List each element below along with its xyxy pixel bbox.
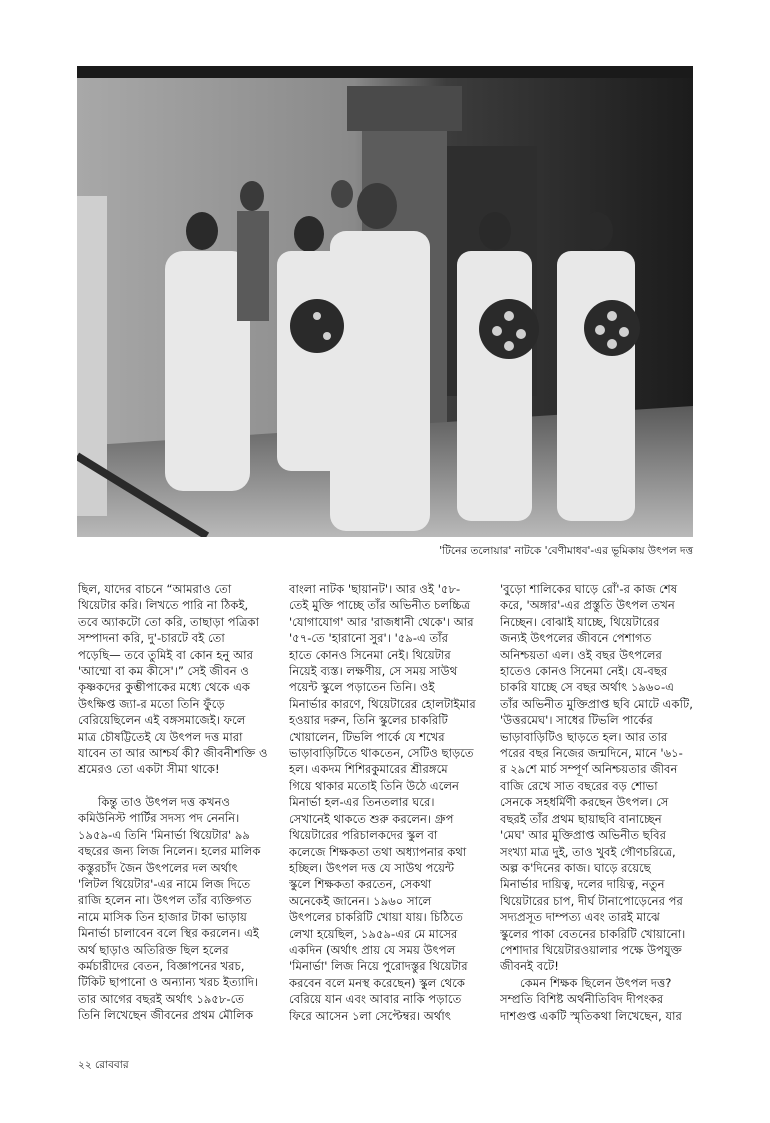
text-line: একদিন (অর্থাৎ প্রায় যে সময় উৎপল [289,942,456,957]
text-line: হচ্ছিল। উৎপল দত্ত যে সাউথ পয়েন্ট [289,860,455,875]
text-line: অনেকেই জানেন। ১৯৬০ সালে [289,893,432,908]
text-line: স্কুলে শিক্ষকতা করতেন, সেকথা [289,877,432,892]
text-line: 'লিটল থিয়েটার'-এর নামে লিজ দিতে [78,876,251,891]
text-line: কমিউনিস্ট পার্টির সদস্য পদ নেননি। [78,811,240,826]
text-line: মিনার্ভা হল-এর তিনতলার ঘরে। [289,795,435,810]
text-line: সেখানেই থাকতে শুরু করলেন। গ্রুপ [289,811,454,826]
text-line: কলেজে শিক্ষকতা তথা অধ্যাপনার কথা [289,844,467,859]
text-line: অল্প ক'দিনের কাজ। ঘাড়ে রয়েছে [500,860,651,875]
text-line: স্কুলের পাকা বেতনের চাকরিটি খোয়ানো। [500,926,686,941]
text-line: তিনি লিখেছেন জীবনের প্রথম মৌলিক [78,1008,254,1023]
text-line: পেশাদার থিয়েটারওয়ালার পক্ষে উপযুক্ত [500,942,682,957]
text-line: র ২৯শে মার্চ সম্পূর্ণ অনিশ্চয়তার জীবন [500,762,678,777]
text-line: করবেন বলে মনস্থ করেছেন) স্কুল থেকে [289,975,465,990]
text-line: বেরিয়ে যান এবং আবার নাকি পড়াতে [289,992,462,1007]
text-line: শ্রমেরও তো একটা সীমা থাকে! [78,762,220,777]
text-line: 'যোগাযোগ' আর 'রাজধানী থেকে'। আর [289,614,474,629]
text-line: নামে মাসিক তিন হাজার টাকা ভাড়ায় [78,909,247,924]
text-line: সম্পাদনা করি, দু'-চারটে বই তো [78,631,225,646]
photo-illustration [77,66,693,537]
text-line: কৃষ্ণকদের কুম্ভীপাকের মধ্যে থেকে এক [78,680,251,695]
text-line: তার আগের বছরই অর্থাৎ ১৯৫৮-তে [78,991,245,1006]
text-line: কিন্তু তাও উৎপল দত্ত কখনও [98,794,231,809]
text-line: ভাড়াবাড়িটিও ছাড়তে হল। আর তার [500,729,668,744]
text-line: টিকিট ছাপানো ও অন্যান্য খরচ ইত্যাদি। [78,975,259,990]
text-line: পয়েন্ট স্কুলে পড়াতেন তিনি। ওই [289,680,435,695]
text-line: বছরের জন্য লিজ নিলেন। হলের মালিক [78,844,261,859]
text-line: বছরই তাঁর প্রথম ছায়াছবি বানাচ্ছেন [500,811,662,826]
page-footer [78,1058,129,1072]
text-line: খোয়ালেন, টিভলি পার্কে যে শখের [289,729,445,744]
text-line: হল। একদম শিশিরকুমারের শ্রীরঙ্গমে [289,762,448,777]
text-line: কস্তুরচাঁদ জৈন উৎপলের দল অর্থাৎ [78,860,238,875]
text-line: 'আম্মো বা কম কীসে'।” সেই জীবন ও [78,664,249,679]
text-line: বাংলা নাটক 'ছায়ানট'। আর ওই '৫৮- [289,582,461,596]
text-line: যাবেন তা আর আশ্চর্য কী? জীবনীশক্তি ও [78,746,268,761]
text-line: সম্প্রতি বিশিষ্ট অর্থনীতিবিদ দীপংকর [500,992,664,1007]
text-line: '৫৭-তে 'হারানো সুর'। '৫৯-এ তাঁর [289,631,448,646]
text-line: উৎপলের চাকরিটি খোয়া যায়। চিঠিতে [289,910,463,925]
text-line: বাজি রেখে সাত বছরের বড় শোভা [500,778,658,793]
text-line: ছিল, যাদের বাচনে “আমরাও তো [78,582,232,596]
text-line: থিয়েটারের চাপ, দীর্ঘ টানাপোড়েনের পর [500,893,683,908]
text-line: চাকরি যাচ্ছে সে বছর অর্থাৎ ১৯৬০-এ [500,680,674,695]
text-line: থিয়েটার করি। লিখতে পারি না ঠিকই, [78,598,249,613]
text-line: পরের বছর নিজের জন্মদিনে, মানে '৬১- [500,746,683,761]
text-line: অনিশ্চয়তা এল। ওই বছর উৎপলের [500,647,662,662]
text-line: সংখ্যা মাত্র দুই, তাও খুবই গৌণচরিত্রে, [500,844,676,859]
text-line: হাতে কোনও সিনেমা নেই। থিয়েটার [289,647,451,662]
text-line: তেই মুক্তি পাচ্ছে তাঁর অভিনীত চলচ্চিত্র [289,598,471,613]
text-line: উৎক্ষিপ্ত জ্যা-র মতো তিনি ফুঁড়ে [78,696,225,711]
text-line: ভাড়াবাড়িটিতে থাকতেন, সেটিও ছাড়তে [289,746,474,761]
text-line: পড়েছি— তবে তুমিই বা কোন হনু আর [78,647,253,662]
text-line: তাঁর অভিনীত মুক্তিপ্রাপ্ত ছবি মোটে একটি, [500,696,693,711]
text-line: তবে অ্যাকটো তো করি, তাছাড়া পত্রিকা [78,614,259,629]
text-line: 'উত্তরমেঘ'। সাধের টিভলি পার্কের [500,713,653,728]
text-line: দাশগুপ্ত একটি স্মৃতিকথা লিখেছেন, যার [500,1008,682,1023]
text-line: জন্যই উৎপলের জীবনে পেশাগত [500,631,652,646]
page-number: ২২ [78,1059,92,1071]
text-line: কেমন শিক্ষক ছিলেন উৎপল দত্ত? [520,975,672,990]
text-line: গিয়ে থাকার মতোই তিনি উঠে এলেন [289,778,459,793]
text-line: মিনার্ভার কারণে, থিয়েটারের হোলটাইমার [289,696,476,711]
stage-photograph [77,66,693,537]
text-line: মিনার্ভা চালাবেন বলে স্থির করলেন। এই [78,926,259,941]
text-line: নিয়েই ব্যস্ত। লক্ষণীয়, সে সময় সাউথ [289,664,458,679]
text-line: রাজি হলেন না। উৎপল তাঁর ব্যক্তিগত [78,893,252,908]
text-line: সেনকে সহধর্মিণী করছেন উৎপল। সে [500,795,669,810]
photo-caption: 'টিনের তলোয়ার' নাটকে 'বেণীমাধব'-এর ভূমিকায় উৎপল দত্ত [439,545,693,557]
publication-name: রোববার [95,1059,129,1071]
text-line: ফিরে আসেন ১লা সেপ্টেম্বর। অর্থাৎ [289,1008,451,1023]
text-line: হাতেও কোনও সিনেমা নেই। যে-বছর [500,664,668,679]
text-line: সদ্যপ্রসূত দাম্পত্য এবং তারই মাঝে [500,910,660,925]
text-line: নিচ্ছেন। বোঝাই যাচ্ছে, থিয়েটারের [500,614,660,629]
text-line: কর্মচারীদের বেতন, বিজ্ঞাপনের খরচ, [78,958,245,973]
text-line: 'বুড়ো শালিকের ঘাড়ে রোঁ'-র কাজ শেষ [500,582,678,596]
text-line: মাত্র চৌষট্টিতেই যে উৎপল দত্ত মারা [78,729,243,744]
text-line: লেখা হয়েছিল, ১৯৫৯-এর মে মাসের [289,926,458,941]
article-column-1 [78,581,280,1024]
text-line: অর্থ ছাড়াও অতিরিক্ত ছিল হলের [78,942,229,957]
text-line: 'মিনার্ভা' লিজ নিয়ে পুরোদস্তুর থিয়েটার [289,959,468,974]
text-line: করে, 'অঙ্গার'-এর প্রস্তুতি উৎপল তখন [500,598,675,613]
article-column-3 [500,581,702,1024]
paragraph-gap [78,778,280,794]
text-line: মিনার্ভার দায়িত্ব, দলের দায়িত্ব, নতুন [500,877,665,892]
text-line: ১৯৫৯-এ তিনি 'মিনার্ভা থিয়েটার' ৯৯ [78,827,250,842]
text-line: 'মেঘ' আর মুক্তিপ্রাপ্ত অভিনীত ছবির [500,828,666,843]
text-line: হওয়ার দরুন, তিনি স্কুলের চাকরিটি [289,713,448,728]
article-column-2 [289,581,491,1024]
text-line: বেরিয়েছিলেন এই বঙ্গসমাজেই। ফলে [78,713,246,728]
text-line: জীবনই বটে! [500,959,559,974]
text-line: থিয়েটারের পরিচালকদের স্কুল বা [289,828,438,843]
